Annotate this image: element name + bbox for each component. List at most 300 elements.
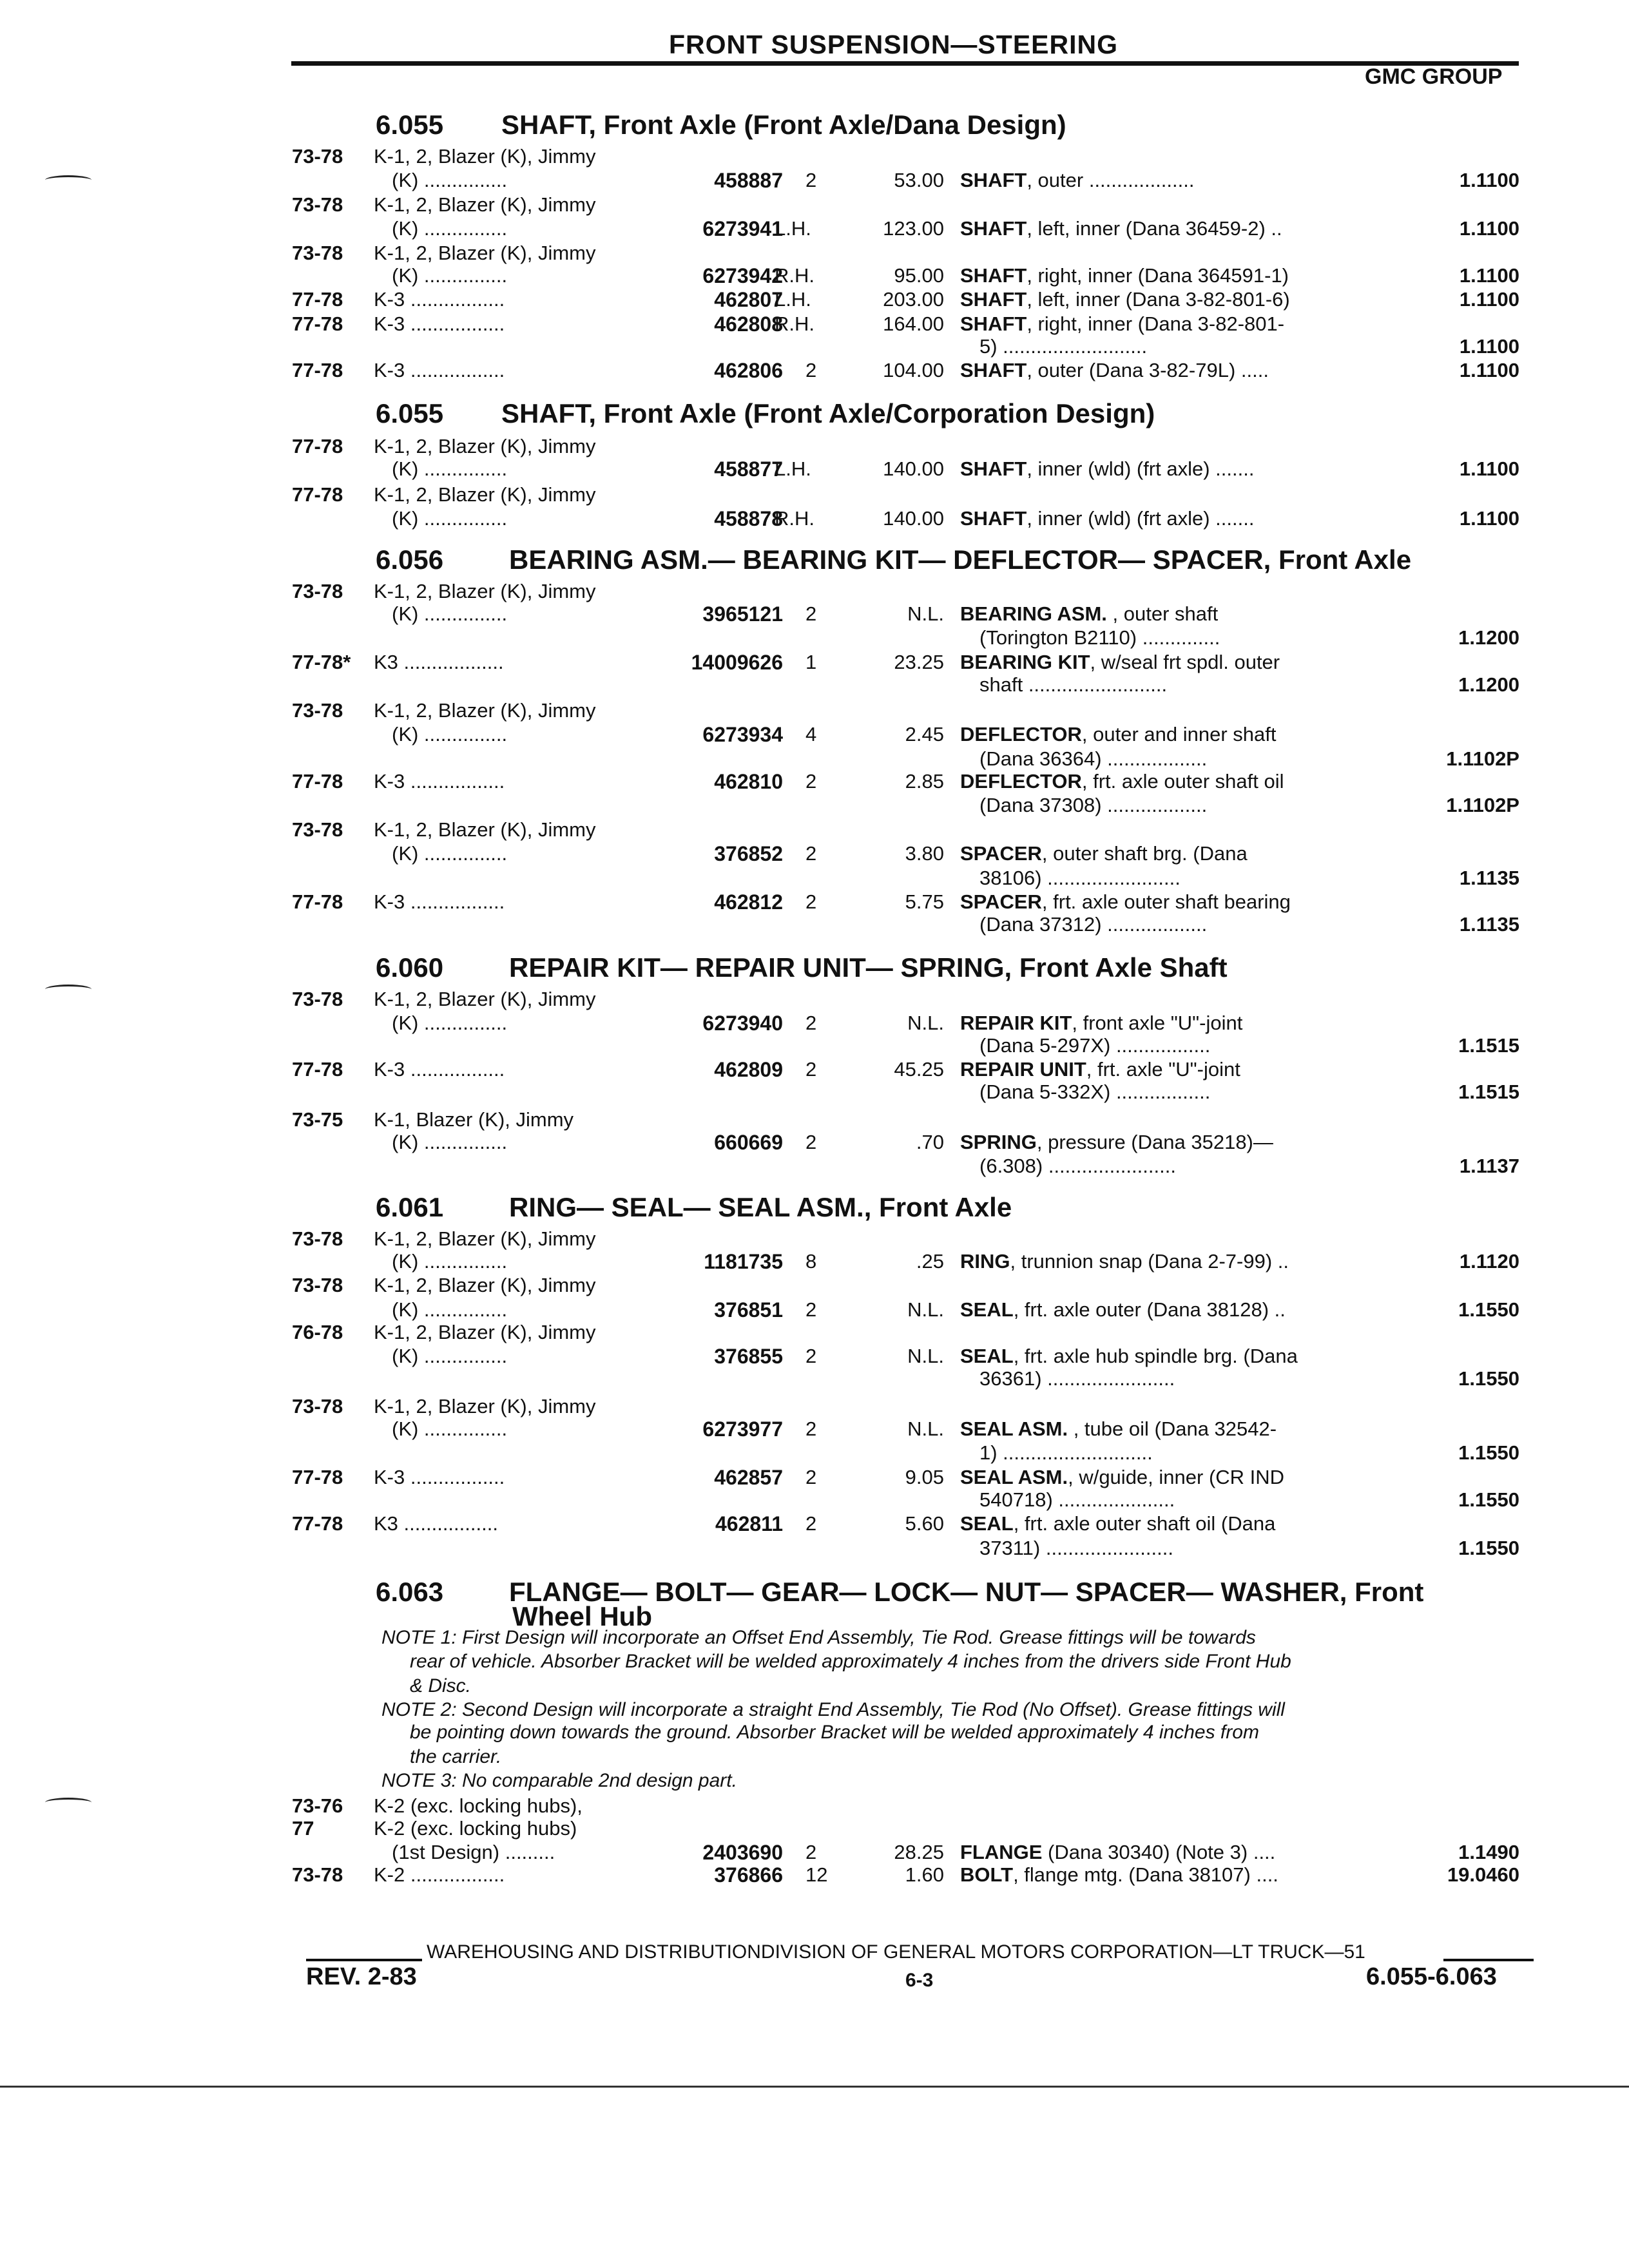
row-years: 77: [292, 1817, 314, 1840]
row-years: 77-78: [292, 1058, 343, 1081]
row-code: 1.1550: [1458, 1488, 1519, 1511]
row-description-text: , pressure (Dana 35218)—: [1036, 1131, 1273, 1153]
row-part-number: 458887: [714, 169, 783, 192]
row-code: 1.1550: [1458, 1441, 1519, 1464]
row-part-number: 458877: [714, 457, 783, 481]
row-quantity: 12: [805, 1863, 828, 1886]
row-quantity: R.H.: [775, 507, 815, 530]
row-description: [979, 867, 1181, 890]
row-code: 1.1100: [1459, 507, 1519, 530]
row-description: [979, 335, 1147, 358]
row-years: 77-78: [292, 288, 343, 311]
row-model: K-3 .................: [374, 770, 505, 793]
row-model: K-1, 2, Blazer (K), Jimmy: [374, 818, 596, 841]
row-years: 73-78: [292, 193, 343, 216]
row-model: K-1, 2, Blazer (K), Jimmy: [374, 1395, 596, 1418]
row-quantity: 8: [805, 1250, 817, 1273]
note-line: NOTE 3: No comparable 2nd design part.: [381, 1770, 737, 1791]
row-description-text: , right, inner (Dana 364591-1): [1027, 264, 1289, 287]
row-code: 1.1100: [1459, 264, 1519, 287]
row-part-name: REPAIR KIT: [960, 1012, 1072, 1034]
row-years: 77-78: [292, 359, 343, 381]
row-model: (K) ...............: [392, 723, 508, 745]
row-description-text: , front axle "U"-joint: [1072, 1012, 1243, 1034]
row-price: 140.00: [883, 457, 944, 480]
row-model: K-2 .................: [374, 1863, 505, 1886]
row-description-text: (Dana 5-297X) .................: [979, 1034, 1211, 1057]
row-model: (K) ...............: [392, 217, 508, 240]
row-quantity: 2: [805, 1012, 817, 1034]
row-part-number: 660669: [714, 1131, 783, 1154]
row-model: (K) ...............: [392, 842, 508, 865]
row-part-number: 376851: [714, 1298, 783, 1321]
row-years: 73-76: [292, 1794, 343, 1817]
row-price: 2.45: [905, 723, 944, 745]
row-model: K-1, Blazer (K), Jimmy: [374, 1108, 574, 1131]
row-years: 73-78: [292, 580, 343, 602]
section-title-continued: Wheel Hub: [512, 1601, 652, 1631]
row-code: 1.1100: [1459, 335, 1519, 358]
row-part-number: 376855: [714, 1345, 783, 1368]
note-line: & Disc.: [410, 1675, 472, 1696]
row-model: K-3 .................: [374, 1058, 505, 1081]
row-code: 1.1550: [1458, 1537, 1519, 1559]
row-part-name: SEAL: [960, 1298, 1014, 1321]
section-number: 6.063: [376, 1577, 444, 1607]
row-price: N.L.: [907, 1345, 944, 1367]
row-description-text: (Dana 37308) ..................: [979, 794, 1208, 816]
row-model: K-1, 2, Blazer (K), Jimmy: [374, 1227, 596, 1250]
row-years: 73-78: [292, 818, 343, 841]
row-description-text: 5) ..........................: [979, 335, 1148, 358]
page-number: 6-3: [905, 1970, 934, 1991]
row-part-number: 6273977: [702, 1418, 783, 1441]
row-model: K-1, 2, Blazer (K), Jimmy: [374, 483, 596, 506]
row-description: [960, 1345, 1298, 1368]
row-part-number: 458878: [714, 507, 783, 530]
row-quantity: 2: [805, 1298, 817, 1321]
row-code: 1.1515: [1458, 1081, 1519, 1103]
row-description: [960, 651, 1280, 674]
row-description: [979, 794, 1207, 817]
section-number: 6.061: [376, 1192, 444, 1222]
row-description: [979, 1034, 1210, 1057]
row-model: (K) ...............: [392, 169, 508, 191]
row-code: 19.0460: [1447, 1863, 1519, 1886]
row-part-number: 462808: [714, 312, 783, 336]
row-code: 1.1135: [1459, 867, 1519, 889]
row-years: 73-75: [292, 1108, 343, 1131]
section-number: 6.060: [376, 952, 444, 983]
row-model: (K) ...............: [392, 457, 508, 480]
row-part-name: REPAIR UNIT: [960, 1058, 1086, 1081]
row-description-text: , outer shaft: [1106, 602, 1219, 625]
row-code: 1.1100: [1459, 359, 1519, 381]
row-years: 77-78: [292, 312, 343, 335]
row-model: K-1, 2, Blazer (K), Jimmy: [374, 580, 596, 602]
row-years: 73-78: [292, 699, 343, 722]
row-model: K3 .................: [374, 1512, 498, 1535]
row-description: [979, 1488, 1175, 1512]
row-description: [960, 359, 1269, 382]
footer-rule-right: [1443, 1959, 1534, 1961]
row-model: (K) ...............: [392, 1131, 508, 1153]
row-description: [960, 1841, 1275, 1864]
section-number: 6.055: [376, 398, 444, 428]
row-quantity: 1: [805, 651, 817, 673]
row-model: (K) ...............: [392, 1298, 508, 1321]
row-part-name: SHAFT: [960, 312, 1027, 335]
note-line: the carrier.: [410, 1746, 502, 1767]
row-years: 77-78: [292, 770, 343, 793]
row-part-name: BEARING ASM.: [960, 602, 1107, 625]
row-description-text: (Dana 30340) (Note 3) ....: [1042, 1841, 1276, 1863]
row-code: 1.1102P: [1446, 747, 1519, 770]
row-description-text: , right, inner (Dana 3-82-801-: [1027, 312, 1285, 335]
row-years: 73-78: [292, 1274, 343, 1296]
row-part-name: BOLT: [960, 1863, 1014, 1886]
row-part-name: SEAL: [960, 1345, 1014, 1367]
footer-division: WAREHOUSING AND DISTRIBUTIONDIVISION OF GENERAL MOTORS CORPORATION—LT TRUCK—51: [427, 1941, 1365, 1963]
row-part-name: SHAFT: [960, 217, 1027, 240]
row-description: [979, 1081, 1210, 1104]
row-price: 123.00: [883, 217, 944, 240]
margin-mark: [45, 175, 92, 185]
row-model: K-1, 2, Blazer (K), Jimmy: [374, 1274, 596, 1296]
row-price: N.L.: [907, 602, 944, 625]
row-description-text: , outer and inner shaft: [1081, 723, 1277, 745]
row-model: (K) ...............: [392, 1012, 508, 1034]
row-years: 77-78: [292, 435, 343, 457]
row-years: 77-78: [292, 1512, 343, 1535]
row-description: [960, 312, 1284, 336]
row-description-text: , w/seal frt spdl. outer: [1090, 651, 1280, 673]
row-code: 1.1100: [1459, 169, 1519, 191]
row-description-text: , frt. axle "U"-joint: [1086, 1058, 1240, 1081]
row-description-text: , left, inner (Dana 36459-2) ..: [1027, 217, 1282, 240]
row-description-text: (6.308) .......................: [979, 1155, 1176, 1177]
row-model: (K) ...............: [392, 602, 508, 625]
row-quantity: R.H.: [775, 264, 815, 287]
page-header-title: FRONT SUSPENSION—STEERING: [669, 30, 1119, 59]
row-model: K-2 (exc. locking hubs): [374, 1817, 577, 1840]
row-model: K-1, 2, Blazer (K), Jimmy: [374, 699, 596, 722]
row-quantity: 2: [805, 1131, 817, 1153]
group-label: GMC GROUP: [1365, 64, 1503, 89]
row-description-text: (Dana 5-332X) .................: [979, 1081, 1211, 1103]
row-part-number: 462812: [714, 890, 783, 914]
row-quantity: 2: [805, 890, 817, 913]
note-line: rear of vehicle. Absorber Bracket will be welded approximately 4 inches from the drivers side Front Hub: [410, 1651, 1291, 1672]
row-part-number: 462806: [714, 359, 783, 382]
row-price: 95.00: [894, 264, 944, 287]
note-line: NOTE 1: First Design will incorporate an Offset End Assembly, Tie Rod. Grease fittings will be towards: [381, 1627, 1256, 1648]
row-years: 77-78: [292, 1466, 343, 1488]
row-description-text: (Dana 37312) ..................: [979, 913, 1208, 936]
section-title: REPAIR KIT— REPAIR UNIT— SPRING, Front Axle Shaft: [509, 952, 1228, 983]
row-description: [960, 770, 1284, 793]
row-model: K-2 (exc. locking hubs),: [374, 1794, 583, 1817]
row-part-number: 376852: [714, 842, 783, 865]
row-description-text: , frt. axle outer shaft oil: [1081, 770, 1284, 793]
section-range: 6.055-6.063: [1366, 1963, 1497, 1990]
row-description-text: , inner (wld) (frt axle) .......: [1027, 457, 1255, 480]
row-part-name: SHAFT: [960, 288, 1027, 311]
row-model: (K) ...............: [392, 264, 508, 287]
row-years: 73-78: [292, 988, 343, 1010]
row-description: [960, 602, 1218, 626]
row-description-text: , frt. axle outer shaft oil (Dana: [1013, 1512, 1276, 1535]
row-description-text: (Dana 36364) ..................: [979, 747, 1208, 770]
row-part-name: DEFLECTOR: [960, 770, 1082, 793]
row-model: K-3 .................: [374, 359, 505, 381]
row-description-text: , tube oil (Dana 32542-: [1068, 1418, 1277, 1440]
row-part-name: SEAL: [960, 1512, 1014, 1535]
row-model: K-1, 2, Blazer (K), Jimmy: [374, 242, 596, 264]
row-model: K3 ..................: [374, 651, 504, 673]
row-description-text: , flange mtg. (Dana 38107) ....: [1013, 1863, 1278, 1886]
revision-label: REV. 2-83: [306, 1963, 417, 1990]
row-code: 1.1550: [1458, 1367, 1519, 1390]
row-part-name: SPACER: [960, 842, 1042, 865]
row-part-name: SHAFT: [960, 457, 1027, 480]
row-description: [979, 913, 1207, 936]
row-quantity: R.H.: [775, 312, 815, 335]
margin-mark: [45, 1798, 92, 1807]
row-description-text: , frt. axle outer (Dana 38128) ..: [1013, 1298, 1286, 1321]
row-model: K-3 .................: [374, 288, 505, 311]
row-model: K-1, 2, Blazer (K), Jimmy: [374, 1321, 596, 1343]
row-quantity: 2: [805, 1841, 817, 1863]
row-part-name: SPACER: [960, 890, 1042, 913]
row-description: [960, 1863, 1278, 1887]
row-description: [979, 1155, 1176, 1178]
row-years: 77-78*: [292, 651, 351, 673]
row-price: 45.25: [894, 1058, 944, 1081]
row-description: [960, 1012, 1242, 1035]
margin-mark: [45, 985, 92, 994]
row-years: 73-78: [292, 242, 343, 264]
section-title: BEARING ASM.— BEARING KIT— DEFLECTOR— SPACER, Front Axle: [509, 544, 1412, 575]
row-model: K-1, 2, Blazer (K), Jimmy: [374, 145, 596, 168]
row-quantity: 2: [805, 1466, 817, 1488]
row-years: 73-78: [292, 1227, 343, 1250]
row-part-number: 6273942: [702, 264, 783, 287]
row-description: [960, 1131, 1273, 1154]
row-model: K-3 .................: [374, 312, 505, 335]
row-model: (1st Design) .........: [392, 1841, 555, 1863]
row-quantity: 4: [805, 723, 817, 745]
row-description-text: , left, inner (Dana 3-82-801-6): [1027, 288, 1290, 311]
row-price: .25: [916, 1250, 944, 1273]
row-years: 73-78: [292, 145, 343, 168]
row-price: N.L.: [907, 1418, 944, 1440]
section-title: FLANGE— BOLT— GEAR— LOCK— NUT— SPACER— WASHER, Front: [509, 1577, 1424, 1607]
row-quantity: 2: [805, 1418, 817, 1440]
row-quantity: 2: [805, 842, 817, 865]
row-model: K-1, 2, Blazer (K), Jimmy: [374, 193, 596, 216]
row-code: 1.1200: [1458, 673, 1519, 696]
row-years: 73-78: [292, 1863, 343, 1886]
row-price: 5.75: [905, 890, 944, 913]
row-description: [960, 1298, 1286, 1321]
row-quantity: 2: [805, 1345, 817, 1367]
row-description: [960, 890, 1291, 914]
row-part-number: 462811: [715, 1512, 783, 1535]
row-description-text: 540718) .....................: [979, 1488, 1175, 1511]
row-description-text: , outer shaft brg. (Dana: [1041, 842, 1248, 865]
row-description: [979, 626, 1220, 649]
row-part-number: 462807: [714, 288, 783, 311]
row-description: [960, 264, 1289, 287]
row-code: 1.1100: [1459, 457, 1519, 480]
row-description: [979, 1537, 1173, 1560]
row-part-number: 6273941: [702, 217, 783, 240]
row-description: [979, 1367, 1175, 1390]
row-price: 9.05: [905, 1466, 944, 1488]
row-part-number: 3965121: [702, 602, 783, 626]
row-price: 23.25: [894, 651, 944, 673]
row-part-name: BEARING KIT: [960, 651, 1090, 673]
row-part-number: 2403690: [702, 1841, 783, 1864]
row-description: [960, 507, 1254, 530]
row-description-text: , outer (Dana 3-82-79L) .....: [1027, 359, 1269, 381]
row-description: [979, 1441, 1153, 1465]
row-price: 140.00: [883, 507, 944, 530]
section-title: RING— SEAL— SEAL ASM., Front Axle: [509, 1192, 1012, 1222]
note-line: be pointing down towards the ground. Absorber Bracket will be welded approximately 4 inches from: [410, 1722, 1259, 1743]
row-description-text: , frt. axle hub spindle brg. (Dana: [1013, 1345, 1298, 1367]
row-description: [960, 288, 1290, 311]
row-model: K-3 .................: [374, 890, 505, 913]
row-description: [960, 169, 1194, 192]
row-description-text: , trunnion snap (Dana 2-7-99) ..: [1010, 1250, 1289, 1273]
row-code: 1.1200: [1458, 626, 1519, 649]
row-model: K-1, 2, Blazer (K), Jimmy: [374, 435, 596, 457]
row-quantity: 2: [805, 359, 817, 381]
row-quantity: 2: [805, 602, 817, 625]
header-rule: [291, 61, 1519, 66]
row-part-name: SHAFT: [960, 359, 1027, 381]
row-description-text: 36361) .......................: [979, 1367, 1175, 1390]
row-part-number: 462857: [714, 1466, 783, 1489]
row-quantity: 2: [805, 1512, 817, 1535]
row-price: 3.80: [905, 842, 944, 865]
row-part-number: 462810: [714, 770, 783, 793]
row-code: 1.1102P: [1446, 794, 1519, 816]
row-price: 164.00: [883, 312, 944, 335]
section-number: 6.056: [376, 544, 444, 575]
row-code: 1.1490: [1458, 1841, 1519, 1863]
row-description: [960, 723, 1276, 746]
row-model: K-3 .................: [374, 1466, 505, 1488]
row-quantity: 2: [805, 1058, 817, 1081]
row-part-name: FLANGE: [960, 1841, 1043, 1863]
row-part-number: 376866: [714, 1863, 783, 1887]
row-description: [960, 217, 1282, 240]
row-description-text: , w/guide, inner (CR IND: [1068, 1466, 1285, 1488]
row-price: 1.60: [905, 1863, 944, 1886]
row-years: 76-78: [292, 1321, 343, 1343]
row-quantity: L.H.: [775, 288, 811, 311]
row-description-text: (Torington B2110) ..............: [979, 626, 1220, 649]
row-part-number: 14009626: [691, 651, 783, 674]
row-price: N.L.: [907, 1012, 944, 1034]
row-part-name: SHAFT: [960, 169, 1027, 191]
row-description: [960, 1512, 1275, 1535]
row-description: [960, 1418, 1277, 1441]
row-code: 1.1550: [1458, 1298, 1519, 1321]
row-part-name: SHAFT: [960, 264, 1027, 287]
row-part-number: 6273934: [702, 723, 783, 746]
row-model: (K) ...............: [392, 1250, 508, 1273]
row-description: [960, 842, 1248, 865]
row-part-number: 6273940: [702, 1012, 783, 1035]
row-description: [960, 1250, 1289, 1273]
row-quantity: L.H.: [775, 457, 811, 480]
row-quantity: 2: [805, 169, 817, 191]
row-part-name: DEFLECTOR: [960, 723, 1082, 745]
row-price: 5.60: [905, 1512, 944, 1535]
scan-edge-line: [0, 2086, 1629, 2088]
row-code: 1.1120: [1459, 1250, 1519, 1273]
section-title: SHAFT, Front Axle (Front Axle/Dana Design): [501, 110, 1066, 140]
row-price: N.L.: [907, 1298, 944, 1321]
row-years: 73-78: [292, 1395, 343, 1418]
section-title: SHAFT, Front Axle (Front Axle/Corporation Design): [501, 398, 1155, 428]
row-description-text: shaft .........................: [979, 673, 1168, 696]
row-description-text: , inner (wld) (frt axle) .......: [1027, 507, 1255, 530]
row-part-number: 462809: [714, 1058, 783, 1081]
row-model: (K) ...............: [392, 1345, 508, 1367]
footer-rule-left: [306, 1959, 422, 1961]
row-price: 53.00: [894, 169, 944, 191]
row-part-name: SEAL ASM.: [960, 1418, 1068, 1440]
row-description: [960, 1058, 1240, 1081]
row-quantity: L.H.: [775, 217, 811, 240]
row-code: 1.1100: [1459, 217, 1519, 240]
row-price: 203.00: [883, 288, 944, 311]
row-code: 1.1100: [1459, 288, 1519, 311]
row-part-name: SEAL ASM.: [960, 1466, 1068, 1488]
row-description: [979, 747, 1207, 771]
row-code: 1.1135: [1459, 913, 1519, 936]
row-description-text: 37311) .......................: [979, 1537, 1173, 1559]
section-number: 6.055: [376, 110, 444, 140]
row-description-text: 1) ...........................: [979, 1441, 1153, 1464]
row-price: .70: [916, 1131, 944, 1153]
row-code: 1.1137: [1459, 1155, 1519, 1177]
row-description-text: , frt. axle outer shaft bearing: [1041, 890, 1291, 913]
row-price: 2.85: [905, 770, 944, 793]
row-quantity: 2: [805, 770, 817, 793]
row-price: 104.00: [883, 359, 944, 381]
row-description: [979, 673, 1167, 697]
row-years: 77-78: [292, 483, 343, 506]
row-description: [960, 457, 1254, 481]
row-price: 28.25: [894, 1841, 944, 1863]
note-line: NOTE 2: Second Design will incorporate a straight End Assembly, Tie Rod (No Offset). Grease fittings will: [381, 1699, 1285, 1720]
row-part-name: RING: [960, 1250, 1010, 1273]
row-years: 77-78: [292, 890, 343, 913]
row-code: 1.1515: [1458, 1034, 1519, 1057]
row-part-name: SPRING: [960, 1131, 1037, 1153]
row-part-number: 1181735: [704, 1250, 783, 1273]
row-description: [960, 1466, 1284, 1489]
row-part-name: SHAFT: [960, 507, 1027, 530]
row-description-text: 38106) ........................: [979, 867, 1181, 889]
row-model: K-1, 2, Blazer (K), Jimmy: [374, 988, 596, 1010]
